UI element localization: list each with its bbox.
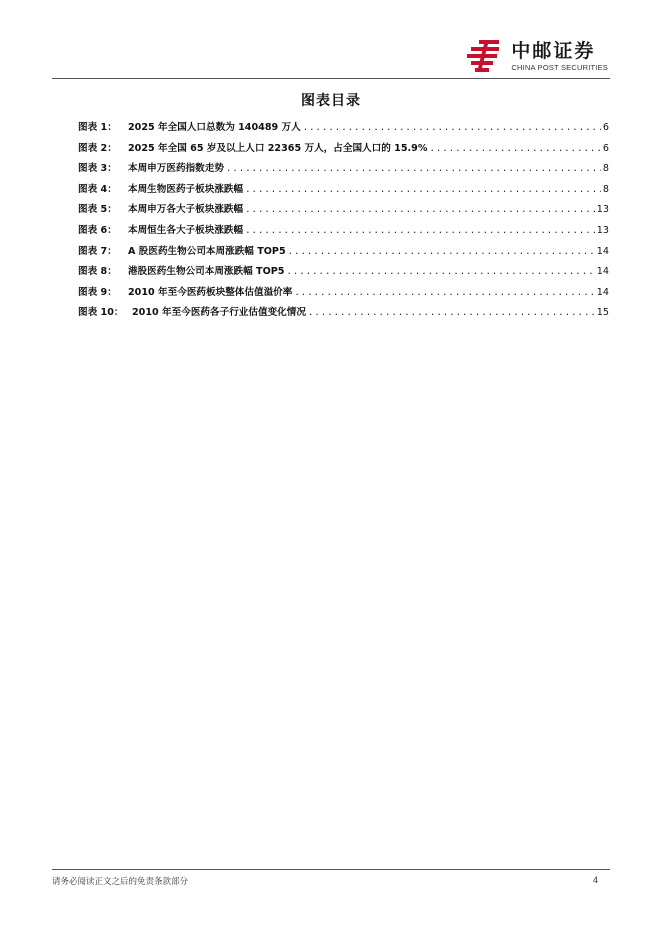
toc-entry[interactable] <box>78 263 609 284</box>
toc-entry-page: 13 <box>596 224 609 236</box>
toc-dot-leader <box>245 226 595 236</box>
company-logo <box>465 38 608 74</box>
toc-entry[interactable] <box>78 222 609 243</box>
toc-dot-leader <box>308 308 595 318</box>
page-number: 4 <box>592 875 598 885</box>
toc-entry-title: 2025 年全国人口总数为 140489 万人 <box>128 122 301 133</box>
toc-entry-label: 图表 6： <box>78 224 117 236</box>
page-header <box>52 38 610 79</box>
toc-entry-label: 图表 7： <box>78 245 117 257</box>
toc-dot-leader <box>226 164 601 174</box>
toc-title: 图表目录 <box>301 93 361 109</box>
toc-entry-page: 14 <box>596 266 609 278</box>
toc-entry-page: 6 <box>602 122 609 133</box>
toc-entry-title: 本周生物医药子板块涨跌幅 <box>128 183 244 195</box>
toc-dot-leader <box>245 185 601 195</box>
toc-entry-label: 图表 2： <box>78 142 117 154</box>
toc-dot-leader <box>288 247 595 257</box>
toc-entry[interactable] <box>78 160 609 181</box>
toc-entry[interactable] <box>78 243 609 264</box>
toc-dot-leader <box>303 123 601 133</box>
toc-dot-leader <box>286 267 594 277</box>
toc-entry-label: 图表 5： <box>78 204 117 216</box>
toc-entry-title: A 股医药生物公司本周涨跌幅 TOP5 <box>128 245 286 257</box>
toc-entry-page: 6 <box>602 142 609 154</box>
toc-entry[interactable] <box>78 140 609 161</box>
toc-entry[interactable] <box>78 304 609 325</box>
toc-entry-label: 图表 8： <box>78 266 117 278</box>
toc-entry-title: 2025 年全国 65 岁及以上人口 22365 万人，占全国人口的 15.9% <box>128 142 428 154</box>
toc-entry-page: 8 <box>602 163 609 175</box>
toc-entry[interactable] <box>78 181 609 202</box>
toc-entry-title: 2010 年至今医药各子行业估值变化情况 <box>132 307 306 319</box>
toc-entry-title: 本周申万各大子板块涨跌幅 <box>128 204 244 216</box>
toc-entry-page: 14 <box>596 245 609 257</box>
toc-entry-label: 图表 1： <box>78 122 117 133</box>
brand-name-cn: 中邮证券 <box>511 39 596 62</box>
toc-entry-label: 图表 9： <box>78 286 117 298</box>
toc-entry-page: 15 <box>596 307 609 319</box>
toc-entry[interactable] <box>78 284 609 305</box>
toc-entry-title: 港股医药生物公司本周涨跌幅 TOP5 <box>128 266 285 278</box>
toc-entry-title: 2010 年至今医药板块整体估值溢价率 <box>128 286 293 298</box>
toc-list <box>78 119 609 325</box>
footer-disclaimer: 请务必阅读正文之后的免责条款部分 <box>52 877 189 887</box>
china-post-logo-icon <box>465 38 505 74</box>
toc-entry-page: 8 <box>602 183 609 195</box>
page-footer <box>52 869 610 887</box>
brand-name-en: CHINA POST SECURITIES <box>511 62 608 72</box>
toc-dot-leader <box>245 205 595 215</box>
toc-entry[interactable] <box>78 119 609 140</box>
toc-dot-leader <box>294 288 594 298</box>
toc-entry-page: 13 <box>596 204 609 216</box>
toc-entry-label: 图表 10： <box>78 307 124 319</box>
toc-entry[interactable] <box>78 201 609 222</box>
toc-entry-label: 图表 4： <box>78 183 117 195</box>
toc-entry-page: 14 <box>596 286 609 298</box>
toc-entry-title: 本周申万医药指数走势 <box>128 163 224 175</box>
logo-text <box>511 40 608 73</box>
toc-entry-title: 本周恒生各大子板块涨跌幅 <box>128 224 244 236</box>
toc-dot-leader <box>429 144 600 154</box>
toc-entry-label: 图表 3： <box>78 163 117 175</box>
